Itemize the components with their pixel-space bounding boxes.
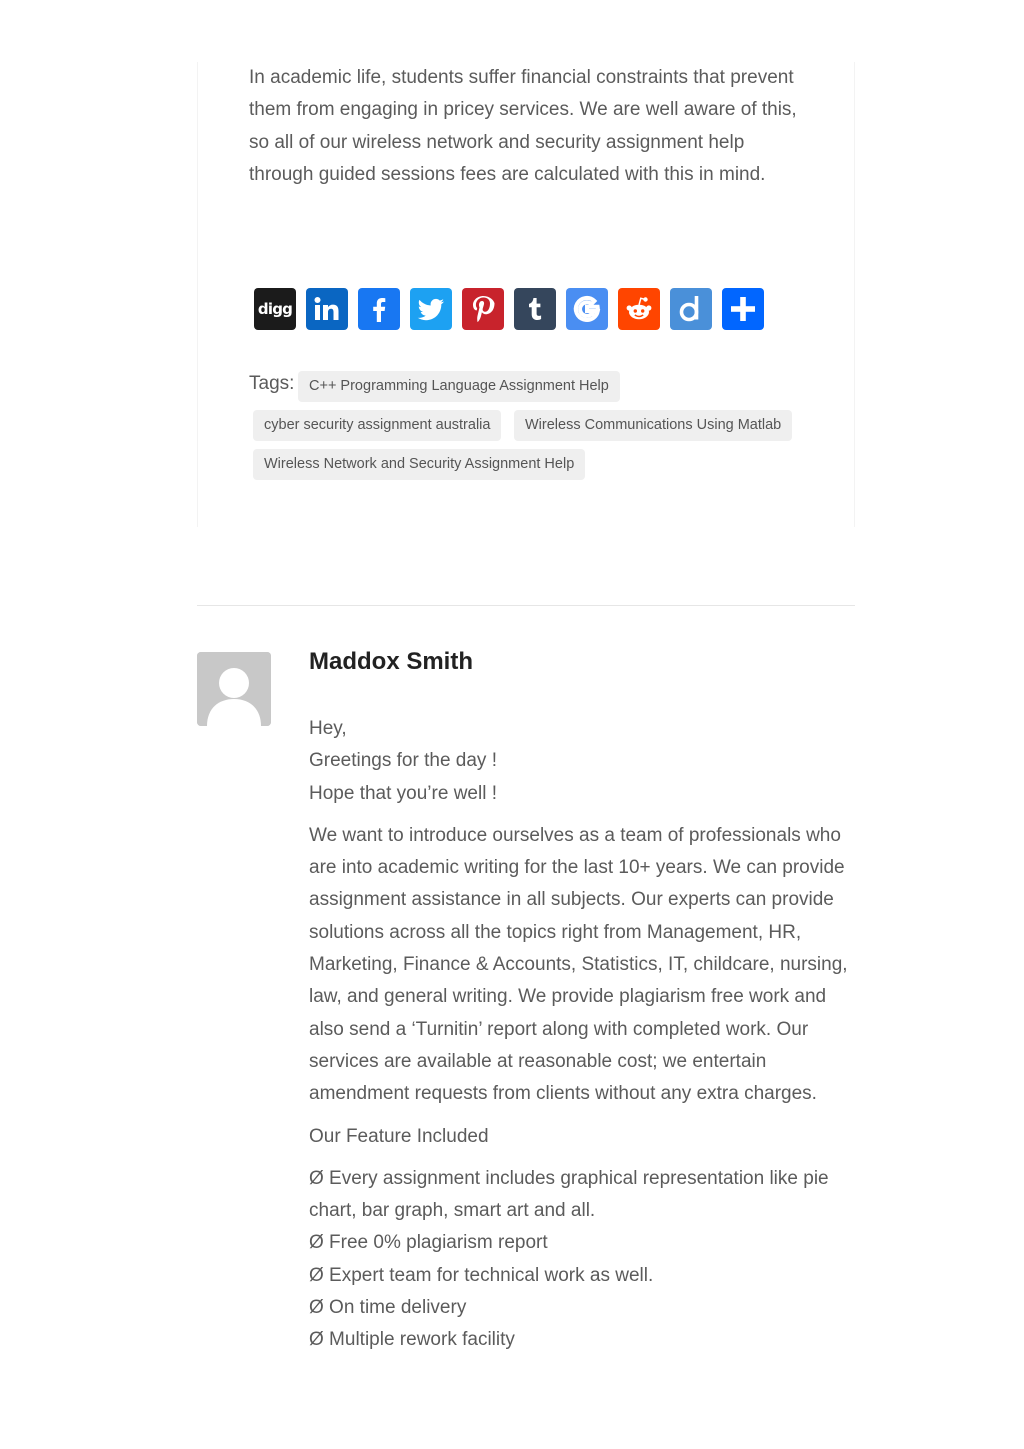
google-icon	[572, 294, 602, 324]
digg-share-button[interactable]	[254, 288, 296, 330]
comment-greeting-line: Hope that you’re well !	[309, 782, 497, 804]
diigo-icon	[676, 293, 706, 325]
comment-feature-item: Ø On time delivery	[309, 1297, 467, 1319]
facebook-share-button[interactable]	[358, 288, 400, 330]
tag-link[interactable]: cyber security assignment australia	[253, 410, 501, 441]
tag-link[interactable]: C++ Programming Language Assignment Help	[298, 371, 620, 402]
comment-feature-item: Ø Expert team for technical work as well.	[309, 1264, 654, 1286]
digg-icon	[256, 297, 294, 321]
reddit-share-button[interactable]	[618, 288, 660, 330]
share-bar	[254, 288, 764, 330]
tag-link[interactable]: Wireless Communications Using Matlab	[514, 410, 792, 441]
comment-author-name[interactable]: Maddox Smith	[309, 648, 474, 675]
diigo-share-button[interactable]	[670, 288, 712, 330]
reddit-alien-icon	[623, 294, 655, 324]
default-user-icon	[197, 652, 271, 726]
comment-body	[309, 713, 861, 1357]
comment-feature-item: Ø Every assignment includes graphical representation like pie chart, bar graph, smart art and all.	[309, 1167, 829, 1222]
google-share-button[interactable]	[566, 288, 608, 330]
pinterest-icon	[468, 293, 498, 325]
comment-greeting-line: Hey,	[309, 718, 347, 739]
comment-features-heading: Our Feature Included	[309, 1125, 489, 1147]
comment-feature-item: Ø Multiple rework facility	[309, 1329, 515, 1351]
avatar	[197, 652, 271, 726]
comment-greeting-line: Greetings for the day !	[309, 750, 497, 772]
twitter-bird-icon	[415, 294, 447, 324]
add-to-any-share-button[interactable]	[722, 288, 764, 330]
post-paragraph: In academic life, students suffer financial constraints that prevent them from engaging in pricey services. We are well aware of this, so all of our wireless network and security assignment help through guided sessions fees are calculated with this in mind.	[249, 67, 797, 185]
comment-intro-paragraph: We want to introduce ourselves as a team of professionals who are into academic writing for the last 10+ years. We can provide assignment assistance in all subjects. Our experts can provide solutions across all the topics right from Management, HR, Marketing, Finance & Accounts, Statistics, IT, childcare, nursing, law, and general writing. We provide plagiarism free work and also send a ‘Turnitin’ report along with completed work. Our services are available at reasonable cost; we entertain amendment requests from clients without any extra charges.	[309, 824, 848, 1105]
tumblr-icon	[520, 294, 550, 324]
facebook-icon	[364, 294, 394, 324]
tag-link[interactable]: Wireless Network and Security Assignment Help	[253, 449, 585, 480]
linkedin-icon	[312, 294, 342, 324]
pinterest-share-button[interactable]	[462, 288, 504, 330]
plus-icon	[728, 294, 758, 324]
comments-divider	[197, 605, 855, 606]
twitter-share-button[interactable]	[410, 288, 452, 330]
linkedin-share-button[interactable]	[306, 288, 348, 330]
svg-text:digg: digg	[257, 300, 293, 318]
tumblr-share-button[interactable]	[514, 288, 556, 330]
comment-feature-item: Ø Free 0% plagiarism report	[309, 1232, 548, 1254]
tags-label: Tags:	[249, 373, 295, 394]
